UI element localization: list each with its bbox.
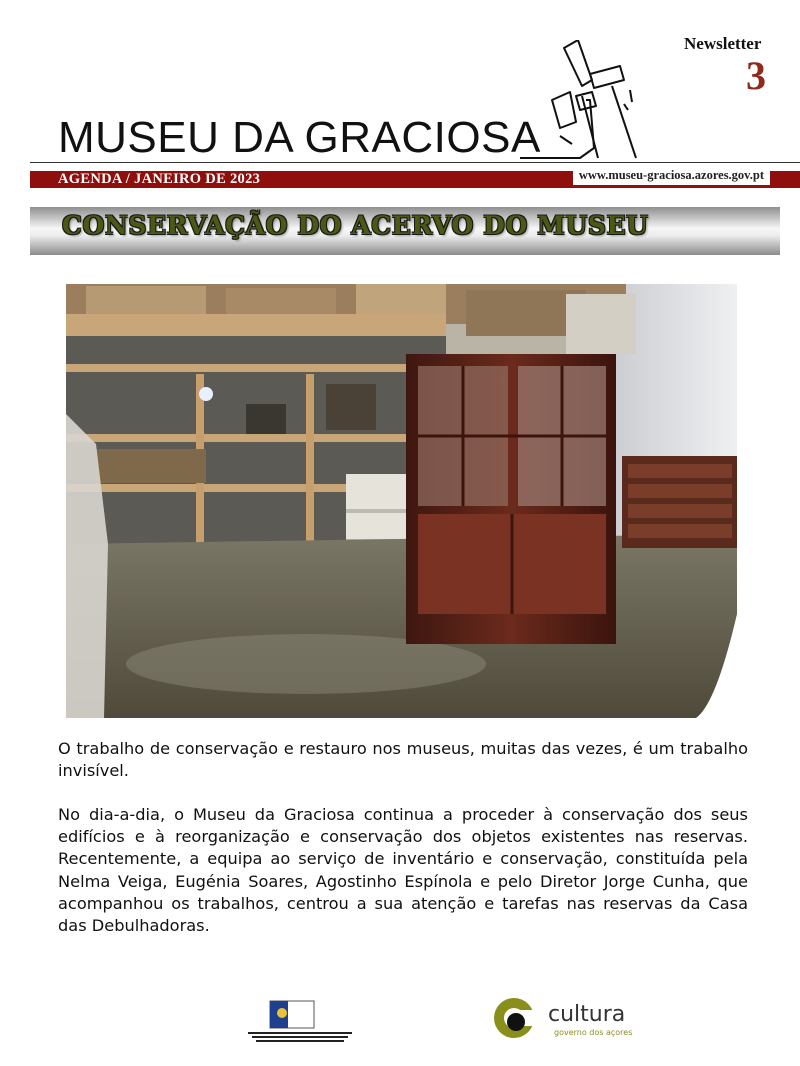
cultura-logo-text: cultura — [548, 1002, 626, 1027]
museum-title: MUSEU DA GRACIOSA — [58, 113, 541, 162]
body-paragraph: No dia-a-dia, o Museu da Graciosa continua a proceder à conservação dos seus edifícios e à reorganização e conservação dos objetos existentes nas reservas. Recentemente, a equipa ao serviço de inventário e conservação, constituída pela Nelma Veiga, Eugénia Soares, Agostinho Espínola e pelo Diretor Jorge Cunha, que acompanhou os trabalhos, centrou a sua atenção e tarefas nas reservas da Casa das Debulhadoras. — [58, 805, 748, 936]
storage-room-photo — [66, 284, 737, 718]
section-title: CONSERVAÇÃO DO ACERVO DO MUSEU — [62, 211, 649, 240]
cultura-logo-subtext: governo dos açores — [554, 1028, 633, 1037]
agenda-date: AGENDA / JANEIRO DE 2023 — [58, 171, 261, 187]
newsletter-label: Newsletter — [684, 34, 762, 53]
intro-paragraph: O trabalho de conservação e restauro nos museus, muitas das vezes, é um trabalho invisível. — [58, 739, 748, 781]
website-link[interactable]: www.museu-graciosa.azores.gov.pt — [573, 168, 770, 185]
azores-government-logo — [246, 1000, 354, 1055]
azores-flag-icon — [246, 1000, 354, 1050]
cultura-logo — [492, 996, 632, 1049]
header-divider — [30, 162, 800, 163]
newsletter-number: 3 — [746, 53, 766, 98]
